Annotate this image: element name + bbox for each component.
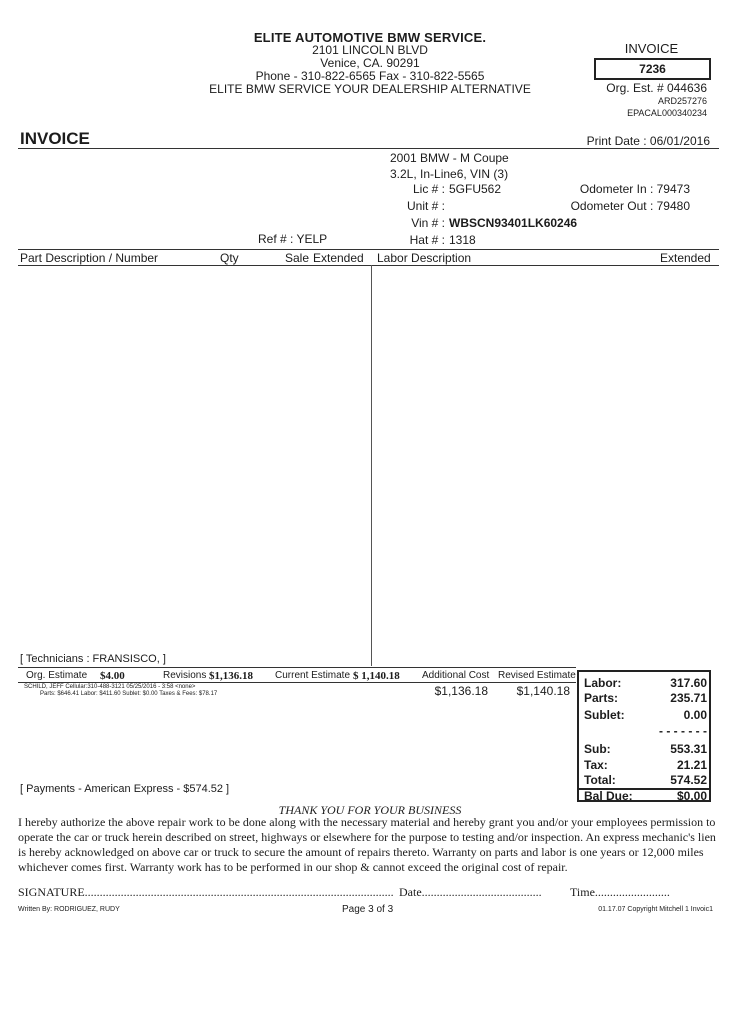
revised-estimate-value: $1,140.18: [516, 684, 570, 698]
sub-total-label: Sub:: [584, 742, 611, 756]
org-estimate-number: Org. Est. # 044636: [606, 81, 707, 95]
odometer-out: Odometer Out : 79480: [570, 199, 690, 213]
subtotal-dashes: - - - - - - -: [659, 724, 707, 738]
shop-name: ELITE AUTOMOTIVE BMW SERVICE.: [253, 30, 487, 45]
page-title: INVOICE: [20, 129, 90, 148]
col-sale: Sale: [285, 251, 310, 265]
lic-label: Lic # :: [412, 182, 445, 196]
estimate-note-breakdown: Parts: $646.41 Labor: $411.60 Sublet: $0.00 Taxes & Fees: $78.17: [40, 691, 218, 697]
ard-code: ARD257276: [657, 96, 707, 106]
invoice-label: INVOICE: [624, 41, 679, 56]
sublet-total-label: Sublet:: [584, 708, 625, 722]
tax-total-row: [584, 758, 707, 772]
vin-label: Vin # :: [411, 216, 445, 230]
labor-total-label: Labor:: [584, 676, 622, 690]
col-labor-extended: Extended: [660, 251, 711, 265]
sub-total-row: [584, 742, 707, 756]
revisions-label: Revisions: [163, 670, 207, 681]
vehicle-engine: 3.2L, In-Line6, VIN (3): [390, 167, 509, 181]
grand-total-label: Total:: [584, 773, 616, 787]
hat-label: Hat # :: [409, 233, 445, 247]
sublet-total-row: [584, 708, 707, 722]
written-by: Written By: RODRIGUEZ, RUDY: [18, 906, 120, 913]
print-date: Print Date : 06/01/2016: [586, 134, 710, 148]
revisions-value: $1,136.18: [209, 670, 253, 682]
tax-total-value: 21.21: [676, 758, 707, 772]
totals-box: [577, 670, 711, 802]
balance-due-row: [584, 789, 707, 803]
sub-total-value: 553.31: [670, 742, 707, 756]
additional-cost-value: $1,136.18: [434, 684, 488, 698]
revised-estimate-label: Revised Estimate: [498, 670, 576, 681]
thank-you-message: THANK YOU FOR YOUR BUSINESS: [278, 803, 462, 817]
col-qty: Qty: [220, 251, 239, 265]
payments: [ Payments - American Express - $574.52 ]: [20, 783, 230, 795]
col-extended: Extended: [313, 251, 364, 265]
shop-address: 2101 LINCOLN BLVD: [312, 43, 428, 57]
estimate-top-divider: [18, 667, 576, 668]
ref-number: Ref # : YELP: [258, 232, 328, 246]
org-estimate-label: Org. Estimate: [26, 670, 88, 681]
signature-line: SIGNATURE.......................................................................................................: [18, 885, 394, 899]
col-part-description: Part Description / Number: [20, 251, 159, 265]
column-separator: [371, 265, 372, 666]
additional-cost-label: Additional Cost: [422, 670, 490, 681]
grand-total-value: 574.52: [670, 773, 707, 787]
columns-bottom-divider: [18, 265, 719, 266]
unit-label: Unit # :: [406, 199, 445, 213]
lic-value: 5GFU562: [449, 182, 502, 196]
shop-slogan: ELITE BMW SERVICE YOUR DEALERSHIP ALTERNATIVE: [209, 82, 531, 96]
parts-total-label: Parts:: [584, 691, 619, 705]
sublet-total-value: 0.00: [683, 708, 707, 722]
org-estimate-value: $4.00: [100, 670, 125, 682]
balance-due-label: Bal Due:: [584, 789, 633, 803]
col-labor-description: Labor Description: [377, 251, 472, 265]
parts-total-row: [584, 691, 707, 705]
vin-value: WBSCN93401LK60246: [449, 216, 578, 230]
copyright: 01.17.07 Copyright Mitchell 1 Invoic1: [598, 906, 713, 913]
labor-total-row: [584, 676, 707, 690]
current-estimate-label: Current Estimate: [275, 670, 351, 681]
tax-total-label: Tax:: [584, 758, 608, 772]
epa-code: EPACAL000340234: [627, 108, 707, 118]
shop-city: Venice, CA. 90291: [320, 56, 420, 70]
hat-value: 1318: [449, 233, 476, 247]
title-divider: [18, 148, 719, 149]
invoice-number: 7236: [594, 58, 711, 80]
page-number: Page 3 of 3: [342, 904, 394, 915]
date-line: Date........................................: [399, 885, 542, 899]
estimate-header-divider: [18, 682, 576, 683]
parts-total-value: 235.71: [670, 691, 707, 705]
balance-due-value: $0.00: [676, 789, 707, 803]
technicians: [ Technicians : FRANSISCO, ]: [20, 653, 166, 665]
grand-total-row: [584, 773, 707, 787]
vehicle-model: 2001 BMW - M Coupe: [390, 151, 509, 165]
columns-top-divider: [18, 249, 719, 250]
time-line: Time.........................: [570, 885, 670, 899]
authorization-text: I hereby authorize the above repair work to be done along with the necessary material and hereby grant you and/or your employees permission to operate the car or truck herein described on street, highways or elsewhere for the purpose to testing and/or inspection. An express mechanic's lien is hereby acknowledged on above car or truck to secure the amount of repairs thereto. Warranty on parts and labor is one years or 12,000 miles whichever comes first. Warranty work has to be performed in our shop & cannot exceed the original cost of repair.: [18, 815, 716, 874]
estimate-note-contact: SCHILD, JEFF Cellular:310-488-3121 05/25/2016 - 3:58 <none>: [24, 684, 196, 690]
odometer-in: Odometer In : 79473: [579, 182, 690, 196]
shop-phone-fax: Phone - 310-822-6565 Fax - 310-822-5565: [255, 69, 485, 83]
current-estimate-value: $ 1,140.18: [353, 670, 400, 682]
labor-total-value: 317.60: [670, 676, 707, 690]
